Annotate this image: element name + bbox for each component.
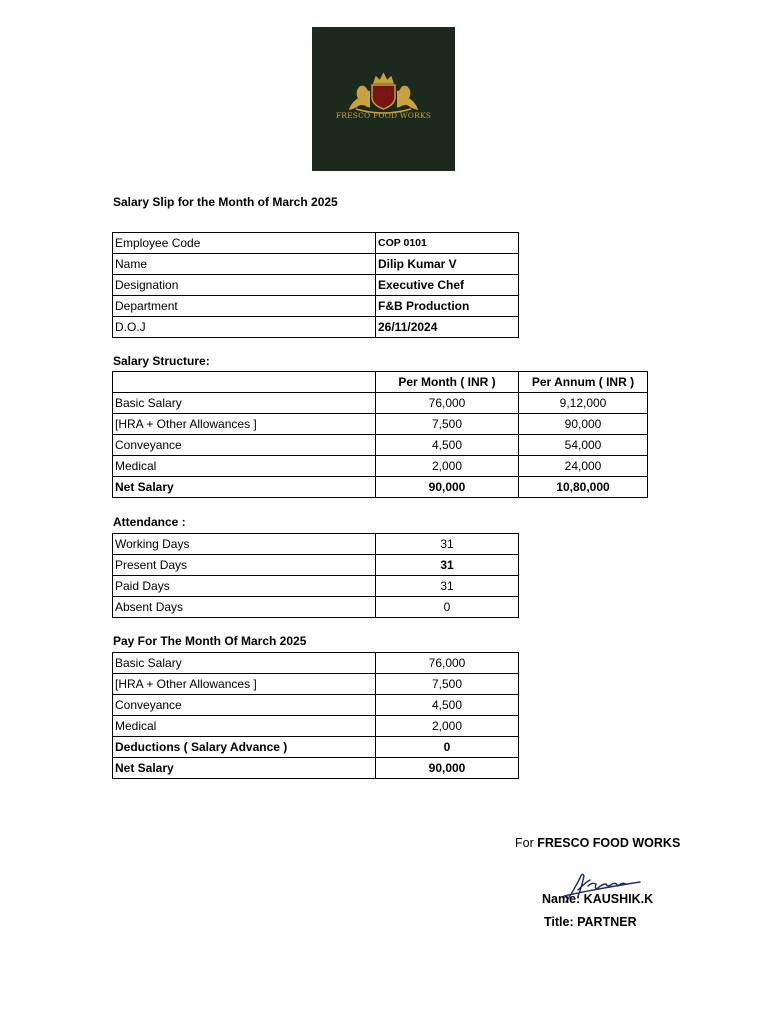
- employee-code-label: Employee Code: [113, 233, 376, 254]
- per-month-value: 2,000: [376, 456, 519, 477]
- table-row: [113, 737, 519, 758]
- table-row: [113, 534, 519, 555]
- attendance-heading: Attendance :: [113, 515, 186, 529]
- department-label: Department: [113, 296, 376, 317]
- row-value: 31: [376, 576, 519, 597]
- table-row: [113, 695, 519, 716]
- attendance-table: [112, 533, 519, 618]
- row-label: Medical: [113, 716, 376, 737]
- pay-table: [112, 652, 519, 779]
- row-value: 7,500: [376, 674, 519, 695]
- company-logo: [312, 27, 455, 171]
- row-label: Conveyance: [113, 435, 376, 456]
- row-value: 0: [376, 597, 519, 618]
- net-salary-annum: 10,80,000: [519, 477, 648, 498]
- row-label: Medical: [113, 456, 376, 477]
- row-label: [HRA + Other Allowances ]: [113, 414, 376, 435]
- table-row: [113, 456, 648, 477]
- table-row: [113, 254, 519, 275]
- per-annum-header: Per Annum ( INR ): [519, 372, 648, 393]
- table-row: [113, 435, 648, 456]
- per-annum-value: 90,000: [519, 414, 648, 435]
- brand-name: FRESCO FOOD WORKS: [335, 111, 432, 120]
- salary-structure-heading: Salary Structure:: [113, 354, 210, 368]
- table-row: [113, 275, 519, 296]
- table-row-total: [113, 477, 648, 498]
- net-salary-label: Net Salary: [113, 477, 376, 498]
- department-value: F&B Production: [376, 296, 519, 317]
- employee-code-value: COP 0101: [376, 233, 519, 254]
- per-annum-value: 9,12,000: [519, 393, 648, 414]
- doj-label: D.O.J: [113, 317, 376, 338]
- net-salary-month: 90,000: [376, 477, 519, 498]
- name-label: Name: [113, 254, 376, 275]
- table-row: [113, 233, 519, 254]
- table-row: [113, 555, 519, 576]
- company-name: FRESCO FOOD WORKS: [537, 836, 681, 850]
- row-label: Paid Days: [113, 576, 376, 597]
- table-row: [113, 716, 519, 737]
- row-value: 2,000: [376, 716, 519, 737]
- per-month-value: 76,000: [376, 393, 519, 414]
- table-header-row: [113, 372, 648, 393]
- deductions-value: 0: [376, 737, 519, 758]
- table-row-total: [113, 758, 519, 779]
- signatory-name: Name: KAUSHIK.K: [542, 892, 654, 906]
- pay-heading: Pay For The Month Of March 2025: [113, 634, 307, 648]
- per-month-header: Per Month ( INR ): [376, 372, 519, 393]
- table-row: [113, 576, 519, 597]
- empty-header-cell: [113, 372, 376, 393]
- designation-value: Executive Chef: [376, 275, 519, 296]
- doj-value: 26/11/2024: [376, 317, 519, 338]
- net-salary-value: 90,000: [376, 758, 519, 779]
- row-label: Present Days: [113, 555, 376, 576]
- net-salary-label: Net Salary: [113, 758, 376, 779]
- per-month-value: 7,500: [376, 414, 519, 435]
- table-row: [113, 317, 519, 338]
- for-prefix: For: [515, 836, 538, 850]
- salary-structure-table: [112, 371, 648, 498]
- row-label: Basic Salary: [113, 653, 376, 674]
- table-row: [113, 653, 519, 674]
- signatory-company: [515, 836, 680, 850]
- table-row: [113, 414, 648, 435]
- slip-title: Salary Slip for the Month of March 2025: [113, 195, 338, 209]
- row-value: 4,500: [376, 695, 519, 716]
- table-row: [113, 674, 519, 695]
- row-label: Basic Salary: [113, 393, 376, 414]
- lion-crest-icon: [312, 27, 455, 171]
- per-month-value: 4,500: [376, 435, 519, 456]
- per-annum-value: 24,000: [519, 456, 648, 477]
- row-label: Conveyance: [113, 695, 376, 716]
- designation-label: Designation: [113, 275, 376, 296]
- row-value: 31: [376, 555, 519, 576]
- row-label: [HRA + Other Allowances ]: [113, 674, 376, 695]
- table-row: [113, 597, 519, 618]
- employee-table: [112, 232, 519, 338]
- row-value: 76,000: [376, 653, 519, 674]
- row-label: Working Days: [113, 534, 376, 555]
- row-value: 31: [376, 534, 519, 555]
- table-row: [113, 393, 648, 414]
- table-row: [113, 296, 519, 317]
- per-annum-value: 54,000: [519, 435, 648, 456]
- name-value: Dilip Kumar V: [376, 254, 519, 275]
- deductions-label: Deductions ( Salary Advance ): [113, 737, 376, 758]
- signatory-title: Title: PARTNER: [544, 915, 637, 929]
- row-label: Absent Days: [113, 597, 376, 618]
